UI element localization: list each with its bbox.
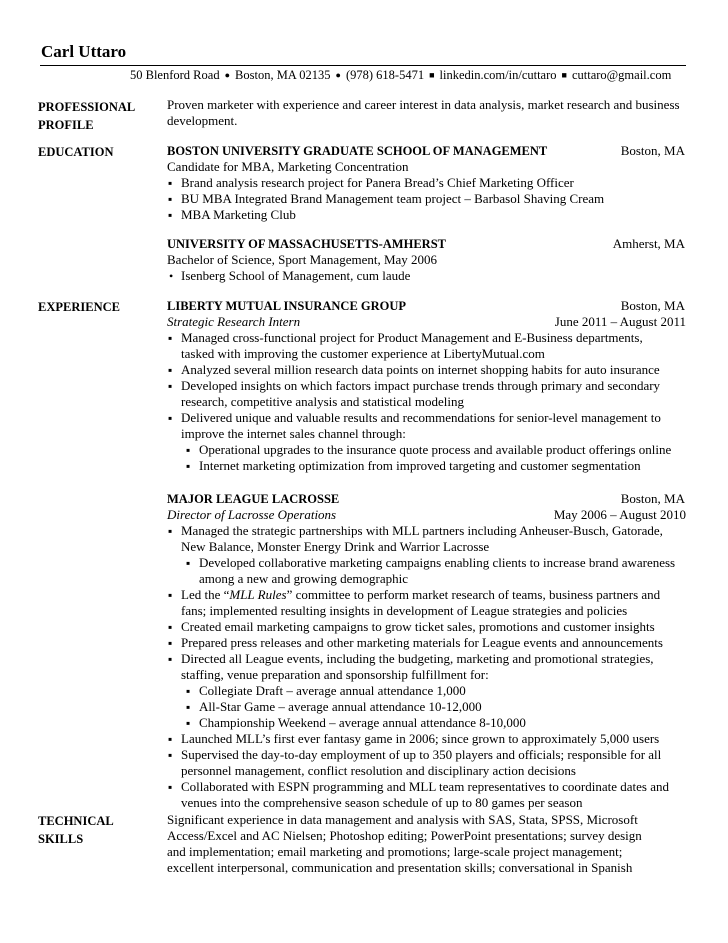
email-link[interactable]: cuttaro@gmail.com <box>571 68 672 82</box>
list-item: ▪ All-Star Game – average annual attendance 10-12,000 <box>183 699 686 715</box>
address: 50 Blenford Road <box>130 68 220 82</box>
list-item: ▪ Developed insights on which factors impact purchase trends through primary and secondary research, competitive analysis and statistical modeling <box>167 378 686 410</box>
school-location: Amherst, MA <box>612 236 685 251</box>
sub-bullets <box>183 442 686 474</box>
contact-line <box>130 67 671 83</box>
list-item: ▪ Brand analysis research project for Panera Bread’s Chief Marketing Officer <box>167 175 686 191</box>
skills-text: Significant experience in data management and analysis with SAS, Stata, SPSS, Microsoft Access/Excel and AC Nielsen; Photoshop editing; PowerPoint presentations; survey design and implementation; email marketing and promotions; large-scale project management; excellent interpersonal, communication and presentation skills; conversational in Spanish <box>167 812 642 875</box>
job-dates: May 2006 – August 2010 <box>553 507 686 522</box>
bullet-separator-icon: ■ <box>429 70 435 80</box>
school-bullets <box>167 175 686 223</box>
section-label-education: EDUCATION <box>38 145 114 159</box>
job-title: Director of Lacrosse Operations <box>167 507 337 522</box>
degree: Bachelor of Science, Sport Management, May 2006 <box>167 252 438 267</box>
school-header <box>167 143 686 159</box>
list-item: ▪ BU MBA Integrated Brand Management team project – Barbasol Shaving Cream <box>167 191 686 207</box>
list-item: ▪ Supervised the day-to-day employment of up to 350 players and officials; responsible for all personnel management, conflict resolution and disciplinary action decisions <box>167 747 686 779</box>
list-item: ▪ Directed all League events, including the budgeting, marketing and promotional strategies, staffing, venue preparation and sponsorship fulfillment for: ▪ Collegiate Draft – average annual attendance 1,000 ▪ All-Star Game – average annual attendance 10-12,000 ▪ Championship Weekend – average annual attendance 8-10,000 <box>167 651 686 731</box>
school-bullets <box>167 268 686 284</box>
section-label-skills: TECHNICAL SKILLS <box>38 814 114 846</box>
list-item: ▪ Internet marketing optimization from improved targeting and customer segmentation <box>183 458 686 474</box>
employer-header <box>167 298 686 314</box>
list-item: ▪ Delivered unique and valuable results and recommendations for senior-level management to improve the internet sales channel through: ▪ Operational upgrades to the insurance quote process and available product offerings online ▪ Internet marketing optimization from improved targeting and customer segmentation <box>167 410 686 474</box>
employer-name: LIBERTY MUTUAL INSURANCE GROUP <box>167 299 407 313</box>
phone: (978) 618-5471 <box>345 68 425 82</box>
school-name: BOSTON UNIVERSITY GRADUATE SCHOOL OF MANAGEMENT <box>167 144 548 158</box>
list-item: ▪ Managed cross-functional project for Product Management and E-Business departments, tasked with improving the customer experience at LibertyMutual.com <box>167 330 686 362</box>
role-header <box>167 507 686 523</box>
bullet-separator-icon: ■ <box>561 70 567 80</box>
school-header <box>167 236 686 252</box>
education-body <box>167 143 686 284</box>
job-title: Strategic Research Intern <box>167 314 301 329</box>
job-dates: June 2011 – August 2011 <box>554 314 686 329</box>
candidate-name: Carl Uttaro <box>41 42 127 61</box>
list-item: ▪ Operational upgrades to the insurance quote process and available product offerings online <box>183 442 686 458</box>
list-item: ▪ Launched MLL’s first ever fantasy game in 2006; since grown to approximately 5,000 users <box>167 731 686 747</box>
header-divider <box>40 65 686 66</box>
section-label-experience: EXPERIENCE <box>38 300 120 314</box>
linkedin-link[interactable]: linkedin.com/in/cuttaro <box>439 68 557 82</box>
list-item: ▪ Led the “MLL Rules” committee to perform market research of teams, business partners and fans; implemented resulting insights in development of League strategies and policies <box>167 587 686 619</box>
section-label-profile: PROFESSIONAL PROFILE <box>38 100 136 132</box>
role-header <box>167 314 686 330</box>
list-item: ▪ Prepared press releases and other marketing materials for League events and announcements <box>167 635 686 651</box>
list-item: • Isenberg School of Management, cum laude <box>167 268 686 284</box>
profile-text: Proven marketer with experience and career interest in data analysis, market research and business development. <box>167 97 680 128</box>
bullet-separator-icon: ● <box>335 70 341 80</box>
sub-bullets <box>183 555 686 587</box>
sub-bullets <box>183 683 686 731</box>
employer-name: MAJOR LEAGUE LACROSSE <box>167 492 340 506</box>
list-item: ▪ Developed collaborative marketing campaigns enabling clients to increase brand awareness among a new and growing demographic <box>183 555 686 587</box>
school-name: UNIVERSITY OF MASSACHUSETTS-AMHERST <box>167 237 446 251</box>
list-item: ▪ Analyzed several million research data points on internet shopping habits for auto insurance <box>167 362 686 378</box>
list-item: ▪ Collaborated with ESPN programming and MLL team representatives to coordinate dates and venues into the comprehensive season schedule of up to 80 games per season <box>167 779 686 811</box>
employer-location: Boston, MA <box>620 491 685 506</box>
employer-header <box>167 491 686 507</box>
list-item: ▪ MBA Marketing Club <box>167 207 686 223</box>
job-bullets <box>167 523 686 811</box>
job-bullets <box>167 330 686 474</box>
city: Boston, MA 02135 <box>235 68 331 82</box>
employer-location: Boston, MA <box>620 298 685 313</box>
list-item: ▪ Created email marketing campaigns to grow ticket sales, promotions and customer insights <box>167 619 686 635</box>
bullet-separator-icon: ● <box>224 70 231 80</box>
list-item: ▪ Managed the strategic partnerships with MLL partners including Anheuser-Busch, Gatorade, New Balance, Monster Energy Drink and Warrior Lacrosse ▪ Developed collaborative marketing campaigns enabling clients to increase brand awareness among a new and growing demographic <box>167 523 686 587</box>
school-location: Boston, MA <box>620 143 685 158</box>
experience-body <box>167 298 686 811</box>
list-item: ▪ Collegiate Draft – average annual attendance 1,000 <box>183 683 686 699</box>
degree: Candidate for MBA, Marketing Concentration <box>167 159 409 174</box>
list-item: ▪ Championship Weekend – average annual attendance 8-10,000 <box>183 715 686 731</box>
